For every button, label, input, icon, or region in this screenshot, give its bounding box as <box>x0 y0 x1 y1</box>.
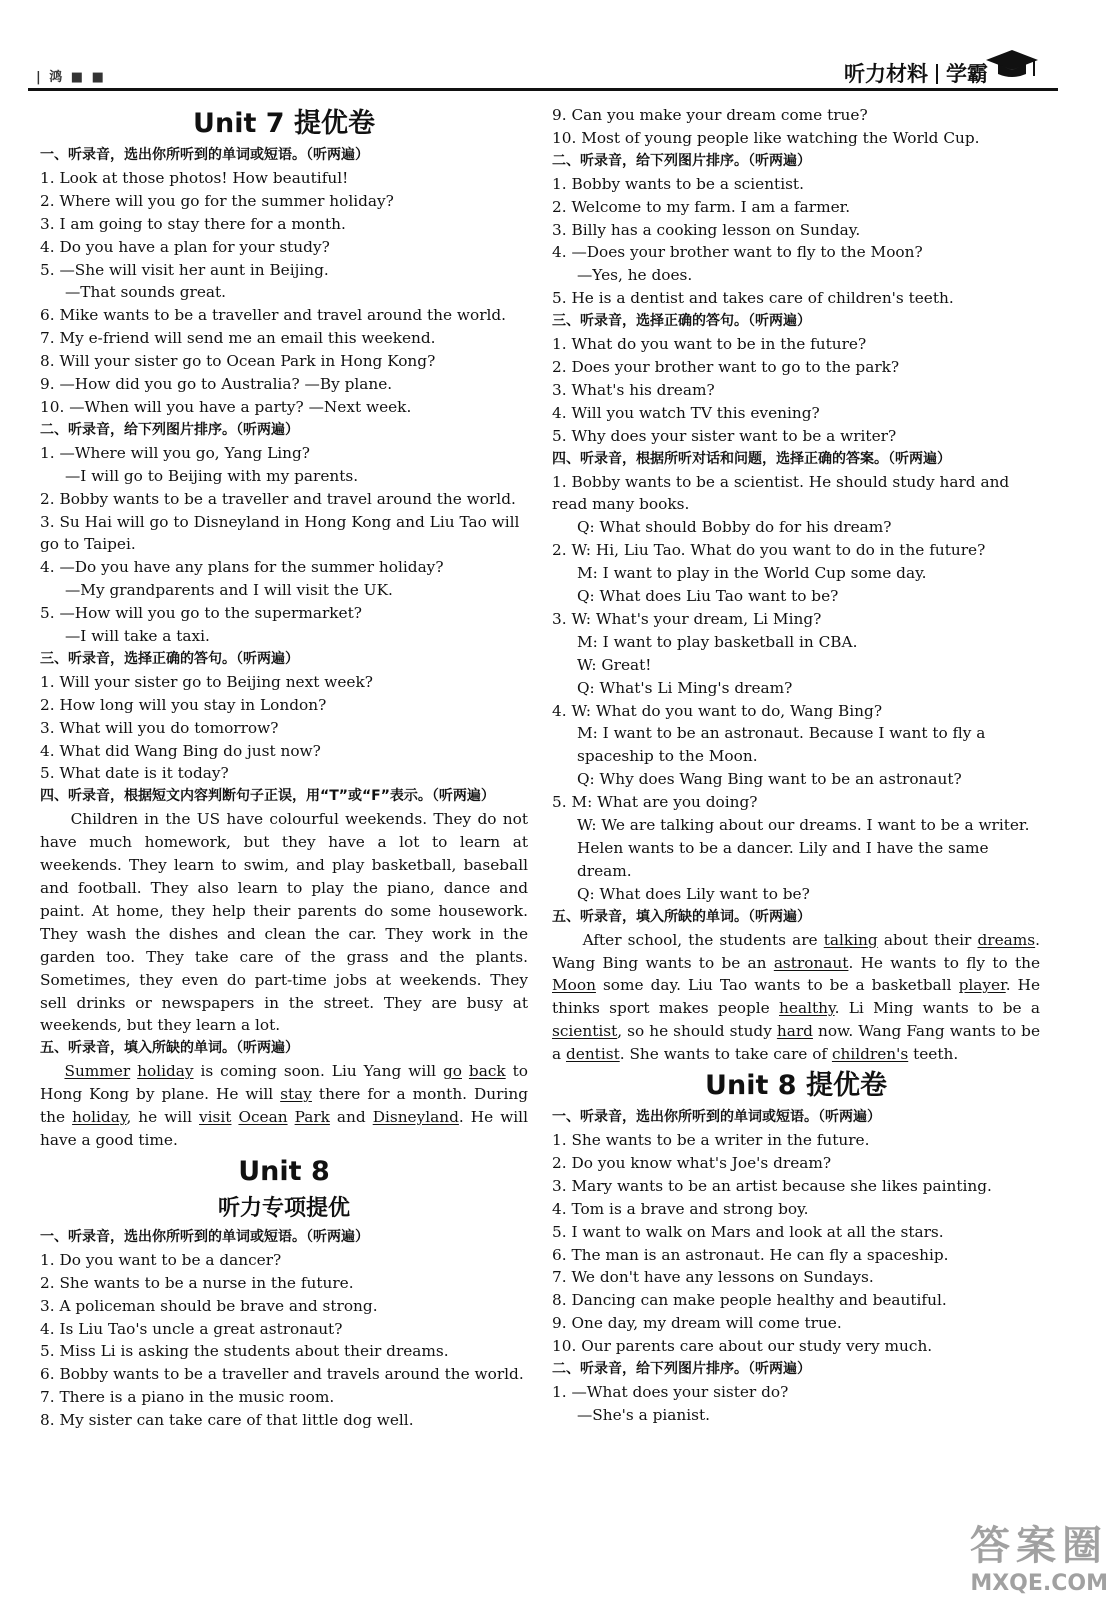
answer-word: stay <box>280 1085 312 1104</box>
passage-text: , so he should study <box>617 1022 777 1041</box>
section-heading: 一、听录音，选出你所听到的单词或短语。（听两遍） <box>40 1228 369 1245</box>
passage-text: some day. Liu Tao wants to be a basketball <box>595 976 959 995</box>
left-column <box>40 104 528 1432</box>
unit8-title: Unit 8 <box>238 1155 330 1187</box>
list-item: 9. One day, my dream will come true. <box>552 1314 842 1333</box>
question-line: Q: Why does Wang Bing want to be an astronaut? <box>577 770 962 789</box>
list-item: 2. Where will you go for the summer holiday? <box>40 191 394 210</box>
list-item: 4. Will you watch TV this evening? <box>552 403 820 422</box>
list-item: 3. What's his dream? <box>552 380 715 399</box>
list-item: —She's a pianist. <box>577 1405 710 1424</box>
list-item: 1. Look at those photos! How beautiful! <box>40 168 349 187</box>
section-heading: 二、听录音，给下列图片排序。（听两遍） <box>552 152 811 169</box>
passage-text: . He will have a good time. <box>40 1108 528 1149</box>
list-item: 1. Bobby wants to be a scientist. He should study hard and read many books. <box>552 472 1010 514</box>
passage-text: and <box>329 1108 373 1127</box>
passage-text: to Hong Kong by plane. He will <box>40 1062 528 1104</box>
answer-word: dentist <box>565 1045 620 1064</box>
list-item: 3. What will you do tomorrow? <box>40 718 279 737</box>
answer-word: holiday <box>137 1062 194 1081</box>
unit8-subtitle: 听力专项提优 <box>217 1195 350 1221</box>
list-item: 8. Dancing can make people healthy and beautiful. <box>552 1291 947 1310</box>
list-item: 2. Bobby wants to be a traveller and travel around the world. <box>40 489 516 508</box>
list-item: 1. —What does your sister do? <box>552 1382 789 1401</box>
header-divider <box>936 64 938 84</box>
dialogue-line: 5. M: What are you doing? <box>552 793 758 812</box>
answer-word: dreams <box>977 930 1036 949</box>
answer-word: Disneyland <box>372 1108 459 1127</box>
list-item: 4. What did Wang Bing do just now? <box>40 741 321 760</box>
page-header <box>28 48 1058 91</box>
list-item: —That sounds great. <box>65 283 227 302</box>
unit8-test-title: Unit 8 提优卷 <box>705 1070 887 1102</box>
dialogue-line: 2. W: Hi, Liu Tao. What do you want to do in the future? <box>552 541 986 560</box>
list-item: 3. A policeman should be brave and strong. <box>40 1296 378 1315</box>
answer-word: back <box>468 1062 506 1081</box>
list-item: 10. Our parents care about our study very much. <box>552 1337 933 1356</box>
list-item: 5. He is a dentist and takes care of children's teeth. <box>552 289 954 308</box>
header-left-mark: | 鸿 ■ ■ <box>36 70 106 85</box>
header-section <box>844 58 988 88</box>
answer-word: hard <box>776 1022 813 1041</box>
question-line: Q: What does Lily want to be? <box>577 884 810 903</box>
answer-word: holiday <box>72 1108 127 1127</box>
passage-text <box>462 1062 469 1080</box>
answer-word: scientist <box>552 1022 618 1041</box>
list-item: 4. Do you have a plan for your study? <box>40 237 330 256</box>
section-heading: 四、听录音，根据所听对话和问题，选择正确的答案。（听两遍） <box>552 450 951 467</box>
list-item: 2. She wants to be a nurse in the future. <box>40 1273 354 1292</box>
passage-text: is coming soon. Liu Yang will <box>193 1062 443 1081</box>
passage-text: about their <box>877 930 978 949</box>
answer-word: Ocean <box>238 1108 288 1127</box>
answer-word: Summer <box>64 1062 131 1081</box>
graduation-cap-icon <box>982 48 1040 88</box>
section-heading: 四、听录音，根据短文内容判断句子正误，用“T”或“F”表示。（听两遍） <box>40 788 495 805</box>
brand-name: 学霸 <box>946 62 988 86</box>
answer-word: Moon <box>552 976 596 995</box>
list-item: 5. —She will visit her aunt in Beijing. <box>40 260 329 279</box>
list-item: 7. We don't have any lessons on Sundays. <box>552 1268 874 1287</box>
list-item: 2. Welcome to my farm. I am a farmer. <box>552 197 851 216</box>
list-item: 7. My e-friend will send me an email this weekend. <box>40 329 436 348</box>
list-item: 6. Mike wants to be a traveller and travel around the world. <box>40 306 507 325</box>
passage-text: . She wants to take care of <box>619 1045 832 1064</box>
watermark-url: MXQE.COM <box>970 1571 1108 1596</box>
passage-text: . Li Ming wants to be a <box>834 999 1040 1018</box>
list-item: 10. Most of young people like watching the World Cup. <box>552 128 980 147</box>
section-heading: 一、听录音，选出你所听到的单词或短语。（听两遍） <box>40 147 369 163</box>
list-item: 3. Su Hai will go to Disneyland in Hong Kong and Liu Tao will go to Taipei. <box>40 512 520 554</box>
watermark <box>970 1514 1108 1596</box>
list-item: 1. Bobby wants to be a scientist. <box>552 174 804 193</box>
question-line: Q: What should Bobby do for his dream? <box>577 518 892 537</box>
answer-word: healthy <box>779 999 835 1018</box>
answer-word: go <box>442 1062 462 1081</box>
list-item: 5. What date is it today? <box>40 764 229 783</box>
list-item: 3. I am going to stay there for a month. <box>40 214 346 233</box>
list-item: 4. Is Liu Tao's uncle a great astronaut? <box>40 1319 343 1338</box>
list-item: 8. Will your sister go to Ocean Park in Hong Kong? <box>40 352 436 371</box>
list-item: 3. Billy has a cooking lesson on Sunday. <box>552 220 861 239</box>
passage-text: there for a month. During the <box>40 1085 528 1127</box>
list-item: 4. Tom is a brave and strong boy. <box>552 1199 809 1218</box>
list-item: 5. Why does your sister want to be a writer? <box>552 426 897 445</box>
passage-text: teeth. <box>908 1045 959 1064</box>
dialogue-line: M: I want to play in the World Cup some day. <box>577 564 927 583</box>
dialogue-line: W: We are talking about our dreams. I want to be a writer. Helen wants to be a dancer. Lily and I have the same dream. <box>577 816 1030 880</box>
passage-text: . Wang Bing wants to be an <box>552 930 1040 972</box>
fill-in-passage <box>40 1060 528 1152</box>
section-heading: 五、听录音，填入所缺的单词。（听两遍） <box>40 1040 299 1057</box>
list-item: —I will go to Beijing with my parents. <box>65 466 359 485</box>
list-item: 4. —Do you have any plans for the summer holiday? <box>40 558 444 577</box>
dialogue-line: M: I want to play basketball in CBA. <box>577 632 858 651</box>
answer-word: children's <box>831 1045 909 1064</box>
passage: Children in the US have colourful weekends. They do not have much homework, but they have a lot to learn at weekends. They learn to swim, and play basketball, baseball and football. They also learn to play the piano, dance and paint. At home, they help their parents do some housework. They wash the dishes and clean the car. They work in the garden too. They take care of the grass and the plants. Sometimes, they even do part-time jobs at weekends. They sell drinks or newspapers in the street. They are busy at weekends, but they learn a lot. <box>40 810 528 1035</box>
passage-text: , he will <box>126 1108 199 1127</box>
passage-text <box>288 1108 295 1126</box>
list-item: 2. How long will you stay in London? <box>40 695 327 714</box>
list-item: 6. Bobby wants to be a traveller and travels around the world. <box>40 1365 524 1384</box>
list-item: 4. —Does your brother want to fly to the Moon? <box>552 243 923 262</box>
question-line: Q: What does Liu Tao want to be? <box>577 587 839 606</box>
passage-text: . He thinks sport makes people <box>552 976 1040 1018</box>
section-title: 听力材料 <box>844 62 928 86</box>
section-heading: 二、听录音，给下列图片排序。（听两遍） <box>40 421 299 438</box>
fill-in-passage <box>552 929 1040 1066</box>
list-item: 6. The man is an astronaut. He can fly a spaceship. <box>552 1245 949 1264</box>
list-item: 9. —How did you go to Australia? —By plane. <box>40 375 393 394</box>
section-heading: 一、听录音，选出你所听到的单词或短语。（听两遍） <box>552 1109 881 1126</box>
list-item: 5. —How will you go to the supermarket? <box>40 604 362 623</box>
question-line: Q: What's Li Ming's dream? <box>577 678 793 697</box>
list-item: 2. Do you know what's Joe's dream? <box>552 1153 832 1172</box>
list-item: 9. Can you make your dream come true? <box>552 106 868 124</box>
answer-word: Park <box>294 1108 330 1127</box>
list-item: 8. My sister can take care of that little dog well. <box>40 1411 414 1430</box>
list-item: 2. Does your brother want to go to the park? <box>552 357 900 376</box>
passage-text: After school, the students are <box>582 930 824 949</box>
list-item: 1. Do you want to be a dancer? <box>40 1250 282 1269</box>
list-item: 1. She wants to be a writer in the future. <box>552 1130 870 1149</box>
list-item: 3. Mary wants to be an artist because she likes painting. <box>552 1176 992 1195</box>
list-item: 5. I want to walk on Mars and look at all the stars. <box>552 1222 944 1241</box>
watermark-logo: 答案圈 <box>970 1523 1108 1569</box>
dialogue-line: W: Great! <box>577 655 652 674</box>
section-heading: 三、听录音，选择正确的答句。（听两遍） <box>552 313 811 330</box>
list-item: —My grandparents and I will visit the UK. <box>65 581 393 600</box>
section-heading: 三、听录音，选择正确的答句。（听两遍） <box>40 650 299 667</box>
answer-word: talking <box>823 930 878 949</box>
list-item: 1. Will your sister go to Beijing next week? <box>40 672 373 691</box>
unit7-title: Unit 7 提优卷 <box>193 108 375 139</box>
list-item: 1. What do you want to be in the future? <box>552 335 867 354</box>
section-heading: 五、听录音，填入所缺的单词。（听两遍） <box>552 908 811 925</box>
dialogue-line: 3. W: What's your dream, Li Ming? <box>552 609 822 628</box>
dialogue-line: 4. W: What do you want to do, Wang Bing? <box>552 701 883 720</box>
passage-text: . He wants to fly to the <box>848 953 1040 972</box>
dialogue-line: M: I want to be an astronaut. Because I want to fly a spaceship to the Moon. <box>577 724 986 766</box>
list-item: —Yes, he does. <box>577 266 693 285</box>
section-heading: 二、听录音，给下列图片排序。（听两遍） <box>552 1361 811 1378</box>
answer-word: visit <box>199 1108 232 1127</box>
list-item: 1. —Where will you go, Yang Ling? <box>40 443 310 462</box>
answer-word: player <box>958 976 1006 995</box>
answer-word: astronaut <box>773 953 849 972</box>
right-column <box>552 104 1040 1427</box>
passage-text: now. Wang Fang wants to be a <box>552 1022 1040 1064</box>
list-item: 7. There is a piano in the music room. <box>40 1388 335 1407</box>
list-item: 5. Miss Li is asking the students about their dreams. <box>40 1342 449 1361</box>
list-item: 10. —When will you have a party? —Next week. <box>40 397 412 416</box>
list-item: —I will take a taxi. <box>65 627 210 646</box>
